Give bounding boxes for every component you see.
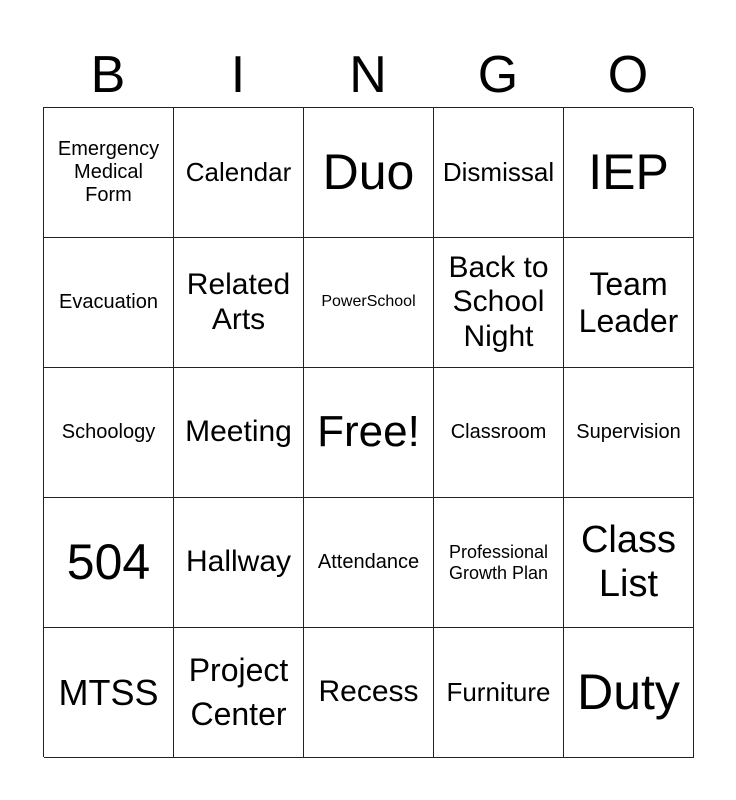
cell-label: Dismissal [442, 156, 555, 187]
header-letter-n: N [349, 46, 387, 104]
cell-label: Attendance [317, 551, 420, 573]
cell-label: Duo [322, 143, 415, 200]
cell-label: Duty [577, 663, 680, 720]
header-letter-b: B [90, 46, 126, 104]
bingo-cell[interactable] [434, 238, 564, 368]
cell-label: Supervision [576, 421, 681, 443]
bingo-cell[interactable] [564, 108, 694, 238]
cell-label: PowerSchool [321, 293, 416, 311]
cell-label: Classroom [450, 421, 547, 443]
bingo-cell[interactable] [174, 628, 304, 758]
free-space[interactable] [304, 368, 434, 498]
bingo-cell[interactable] [434, 628, 564, 758]
cell-label: Evacuation [59, 291, 158, 313]
bingo-cell[interactable] [434, 368, 564, 498]
bingo-cell[interactable] [564, 498, 694, 628]
cell-label: Hallway [185, 545, 292, 579]
cell-label: Furniture [446, 676, 551, 707]
bingo-cell[interactable] [434, 498, 564, 628]
cell-label: Related Arts [186, 268, 291, 336]
cell-label: Schoology [61, 421, 156, 443]
header-letter-g: G [477, 46, 519, 104]
bingo-cell[interactable] [44, 238, 174, 368]
bingo-header [43, 42, 693, 108]
bingo-grid [43, 107, 693, 757]
bingo-cell[interactable] [44, 108, 174, 238]
bingo-cell[interactable] [174, 108, 304, 238]
bingo-cell[interactable] [564, 628, 694, 758]
cell-label: Professional Growth Plan [448, 541, 549, 583]
cell-label: Team Leader [578, 265, 679, 339]
bingo-cell[interactable] [174, 368, 304, 498]
cell-label: Free! [317, 407, 420, 457]
bingo-cell[interactable] [304, 238, 434, 368]
cell-label: Recess [318, 675, 419, 709]
cell-label: Project Center [188, 652, 289, 732]
bingo-cell[interactable] [434, 108, 564, 238]
bingo-cell[interactable] [174, 498, 304, 628]
cell-label: MTSS [58, 671, 159, 713]
bingo-cell[interactable] [304, 108, 434, 238]
cell-label: Emergency Medical Form [57, 138, 160, 206]
bingo-cell[interactable] [44, 368, 174, 498]
header-letter-o: O [607, 46, 649, 104]
bingo-cell[interactable] [44, 498, 174, 628]
cell-label: Calendar [185, 156, 292, 187]
cell-label: Back to School Night [448, 250, 549, 353]
cell-label: Class List [580, 518, 677, 605]
bingo-cell[interactable] [44, 628, 174, 758]
bingo-cell[interactable] [564, 368, 694, 498]
header-letter-i: I [230, 46, 246, 104]
bingo-cell[interactable] [304, 498, 434, 628]
bingo-cell[interactable] [304, 628, 434, 758]
cell-label: Meeting [185, 415, 292, 449]
cell-label: 504 [66, 533, 151, 590]
cell-label: IEP [588, 143, 669, 200]
bingo-cell[interactable] [174, 238, 304, 368]
bingo-cell[interactable] [564, 238, 694, 368]
